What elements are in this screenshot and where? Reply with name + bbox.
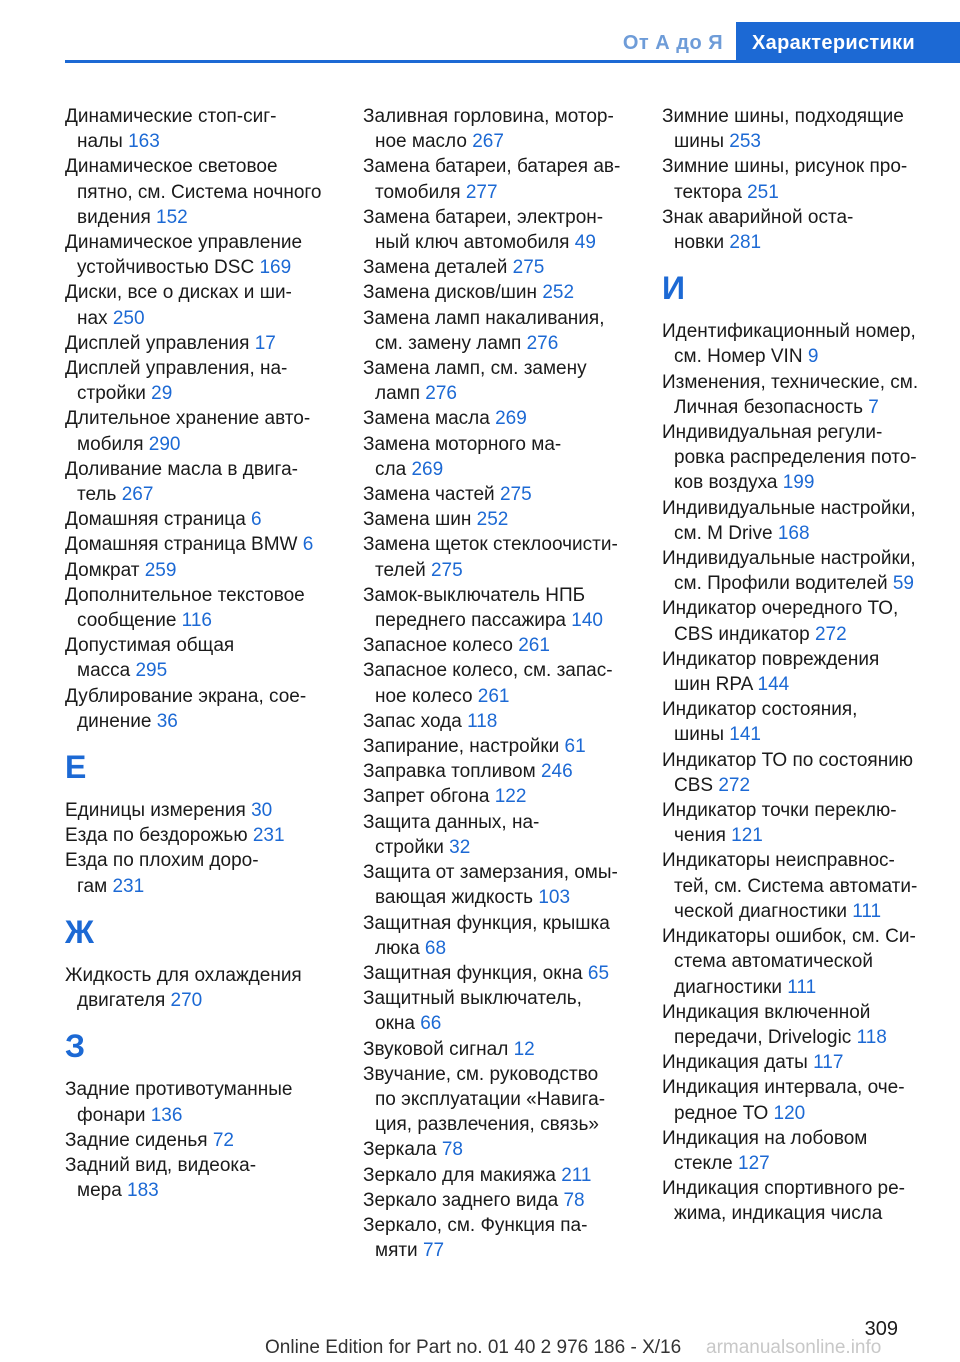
entry-text: Дополнительное текстовое [65, 584, 305, 606]
entry-text: фонари [77, 1104, 146, 1126]
entry-text: шин RPA [674, 674, 753, 696]
page-link[interactable]: 77 [422, 1240, 445, 1262]
index-entry[interactable] [363, 911, 638, 961]
entry-text: тей, см. Система автомати- [674, 875, 918, 897]
index-entry[interactable] [65, 1128, 340, 1153]
index-entry[interactable] [363, 583, 638, 633]
entry-text: Индивидуальная регули- [662, 422, 883, 444]
entry-text: Запасное колесо, см. запас- [363, 660, 613, 682]
index-entry[interactable] [363, 1137, 638, 1162]
entry-text: гам [77, 875, 108, 897]
entry-text: диагностики [674, 976, 782, 998]
entry-text: люка [375, 937, 420, 959]
entry-text: Дисплей управления, на- [65, 358, 288, 380]
page-link[interactable]: 259 [144, 559, 177, 581]
entry-text: Личная безопасность [674, 396, 864, 418]
entry-text: Индикация даты [662, 1052, 808, 1074]
index-entry[interactable] [363, 104, 638, 154]
page-link[interactable]: 30 [251, 800, 273, 822]
entry-text: налы [77, 131, 123, 153]
entry-text: шины [674, 724, 725, 746]
page-link[interactable]: 246 [540, 761, 573, 783]
entry-text: Индикатор точки переклю- [662, 800, 897, 822]
entry-text: Идентификационный номер, [662, 321, 916, 343]
index-column-3 [662, 104, 937, 1227]
entry-text: Замок-выключатель НПБ [363, 584, 586, 606]
index-entry[interactable] [65, 558, 340, 583]
page-link[interactable]: 59 [892, 573, 914, 595]
entry-text: Динамическое световое [65, 156, 278, 178]
entry-text: ное масло [375, 131, 467, 153]
index-entry[interactable] [65, 507, 340, 532]
entry-text: Замена дисков/шин [363, 282, 538, 304]
entry-text: Длительное хранение авто- [65, 408, 311, 430]
entry-text: телей [375, 559, 426, 581]
index-entry[interactable] [662, 546, 937, 596]
page-link[interactable]: 32 [449, 836, 471, 858]
page-link[interactable]: 127 [738, 1152, 770, 1174]
index-entry[interactable] [662, 154, 937, 204]
entry-text: Задние противотуманные [65, 1079, 293, 1101]
entry-text: Индикаторы неисправнос- [662, 850, 895, 872]
entry-text: пятно, см. Система ночного [77, 181, 322, 203]
page-link[interactable]: 290 [148, 433, 181, 455]
entry-text: Защитный выключатель, [363, 988, 582, 1010]
index-entry[interactable] [65, 532, 340, 557]
page-link[interactable]: 144 [757, 674, 790, 696]
entry-text: динение [77, 710, 152, 732]
entry-text: томобиля [375, 181, 461, 203]
entry-text: Жидкость для охлаждения [65, 964, 302, 986]
page-link[interactable]: 122 [494, 786, 527, 808]
entry-text: сообщение [77, 610, 177, 632]
index-entry[interactable] [363, 532, 638, 582]
entry-text: тектора [674, 181, 742, 203]
entry-text: CBS [674, 774, 714, 796]
entry-text: Зеркало для макияжа [363, 1164, 556, 1186]
page-link[interactable]: 78 [563, 1189, 585, 1211]
page-link[interactable]: 276 [526, 332, 559, 354]
entry-text: Запасное колесо [363, 635, 513, 657]
index-entry[interactable] [662, 697, 937, 747]
entry-text: Замена шин [363, 509, 472, 531]
page-link[interactable]: 111 [787, 976, 817, 998]
entry-text: Заправка топливом [363, 761, 536, 783]
page-link[interactable]: 269 [495, 408, 527, 430]
entry-text: Звуковой сигнал [363, 1038, 509, 1060]
page-link[interactable]: 252 [476, 509, 509, 531]
index-entry[interactable] [363, 658, 638, 708]
entry-text: Замена ламп, см. замену [363, 358, 587, 380]
page-link[interactable]: 103 [538, 887, 571, 909]
index-entry[interactable] [363, 734, 638, 759]
entry-text: жима, индикация числа [674, 1203, 883, 1225]
index-entry[interactable] [363, 1188, 638, 1213]
entry-text: Езда по плохим доро- [65, 850, 259, 872]
entry-text: Замена батареи, электрон- [363, 206, 604, 228]
index-entry[interactable] [65, 633, 340, 683]
page-link[interactable]: 118 [467, 710, 498, 732]
entry-text: шины [674, 131, 725, 153]
entry-text: Домкрат [65, 559, 140, 581]
page-link[interactable]: 252 [542, 282, 575, 304]
page-link[interactable]: 295 [135, 660, 168, 682]
entry-text: Задний вид, видеока- [65, 1154, 257, 1176]
index-entry[interactable] [363, 280, 638, 305]
entry-text: ламп [375, 383, 421, 405]
index-entry[interactable] [363, 1037, 638, 1062]
entry-text: Знак аварийной оста- [662, 206, 854, 228]
page-link[interactable]: 6 [302, 534, 314, 556]
entry-text: Замена частей [363, 484, 495, 506]
entry-text: Дисплей управления [65, 332, 250, 354]
page-link[interactable]: 267 [472, 131, 504, 153]
entry-text: вающая жидкость [375, 887, 534, 909]
entry-text: Дублирование экрана, сое- [65, 685, 307, 707]
index-entry[interactable] [363, 432, 638, 482]
entry-text: Индивидуальные настройки, [662, 548, 916, 570]
page-link[interactable]: 49 [574, 232, 596, 254]
page-link[interactable]: 66 [420, 1013, 442, 1035]
entry-text: Индикация на лобовом [662, 1127, 868, 1149]
page-link[interactable]: 118 [856, 1026, 887, 1048]
entry-text: новки [674, 232, 725, 254]
entry-text: Замена щеток стеклоочисти- [363, 534, 618, 556]
page-link[interactable]: 152 [156, 206, 188, 228]
entry-text: Замена деталей [363, 257, 508, 279]
footer-edition: Online Edition for Part no. 01 40 2 976 186 - X/16 [265, 1337, 682, 1358]
entry-text: ровка распределения пото- [674, 447, 917, 469]
index-entry[interactable] [363, 406, 638, 431]
page-link[interactable]: 136 [150, 1104, 183, 1126]
page-link[interactable]: 140 [571, 610, 603, 632]
entry-text: Замена батареи, батарея ав- [363, 156, 621, 178]
entry-text: Индикация интервала, оче- [662, 1077, 905, 1099]
entry-text: Изменения, технические, см. [662, 371, 919, 393]
entry-text: ное колесо [375, 685, 473, 707]
page-link[interactable]: 269 [411, 458, 444, 480]
index-entry[interactable] [65, 684, 340, 734]
page-link[interactable]: 253 [729, 131, 761, 153]
index-entry[interactable] [662, 205, 937, 255]
entry-text: Индикатор очередного ТО, [662, 598, 899, 620]
entry-text: Задние сиденья [65, 1129, 208, 1151]
entry-text: Зеркало, см. Функция па- [363, 1214, 588, 1236]
index-entry[interactable] [662, 848, 937, 924]
watermark: armanualsonline.info [706, 1337, 882, 1358]
entry-text: Индикатор повреждения [662, 648, 880, 670]
entry-text: ческой диагностики [674, 900, 847, 922]
page-link[interactable]: 277 [465, 181, 498, 203]
entry-text: Зеркало заднего вида [363, 1189, 559, 1211]
index-entry[interactable] [65, 104, 340, 154]
entry-text: Запирание, настройки [363, 736, 560, 758]
entry-text: Допустимая общая [65, 635, 235, 657]
page-link[interactable]: 29 [151, 383, 173, 405]
entry-text: стройки [77, 383, 146, 405]
tab-a-to-z[interactable]: От А до Я [622, 32, 724, 54]
index-entry[interactable] [662, 1176, 937, 1226]
index-column-1 [65, 104, 340, 1203]
entry-text: Замена моторного ма- [363, 433, 562, 455]
index-column-2 [363, 104, 638, 1263]
entry-text: Индикация спортивного ре- [662, 1178, 906, 1200]
page-link[interactable]: 141 [729, 724, 761, 746]
index-entry[interactable] [363, 810, 638, 860]
entry-text: Динамические стоп-сиг- [65, 106, 277, 127]
page-link[interactable]: 275 [499, 484, 532, 506]
section-letter: И [662, 270, 685, 307]
entry-text: Езда по бездорожью [65, 825, 248, 847]
index-entry[interactable] [662, 1126, 937, 1176]
index-entry[interactable] [662, 798, 937, 848]
index-entry[interactable] [65, 963, 340, 1013]
entry-text: Защита данных, на- [363, 811, 540, 833]
entry-text: Диски, все о дисках и ши- [65, 282, 292, 304]
entry-text: см. M Drive [674, 522, 773, 544]
entry-text: Замена масла [363, 408, 490, 430]
index-entry[interactable] [662, 748, 937, 798]
page-link[interactable]: 281 [729, 232, 762, 254]
index-entry[interactable] [65, 798, 340, 823]
page-link[interactable]: 261 [477, 685, 510, 707]
entry-text: Заливная горловина, мотор- [363, 106, 614, 127]
index-entry[interactable] [662, 1050, 937, 1075]
entry-text: по эксплуатации «Навига- [375, 1088, 606, 1110]
entry-text: тель [77, 484, 117, 506]
page-link[interactable]: 36 [156, 710, 178, 732]
index-entry[interactable] [65, 230, 340, 280]
page-link[interactable]: 61 [564, 736, 586, 758]
entry-text: масса [77, 660, 131, 682]
section-letter: Ж [65, 913, 94, 950]
entry-text: Защитная функция, крышка [363, 912, 610, 934]
index-entry[interactable] [65, 848, 340, 898]
entry-text: передачи, Drivelogic [674, 1026, 852, 1048]
entry-text: чения [674, 825, 726, 847]
page-link[interactable]: 183 [127, 1180, 159, 1202]
index-entry[interactable] [363, 255, 638, 280]
page-link[interactable]: 270 [170, 990, 203, 1012]
index-entry[interactable] [363, 633, 638, 658]
entry-text: мяти [375, 1240, 418, 1262]
index-entry[interactable] [363, 961, 638, 986]
entry-text: Защита от замерзания, омы- [363, 862, 618, 884]
entry-text: ков воздуха [674, 472, 778, 494]
entry-text: Запас хода [363, 710, 462, 732]
entry-text: Звучание, см. руководство [363, 1063, 599, 1085]
entry-text: Доливание масла в двига- [65, 458, 298, 480]
entry-text: Домашняя страница [65, 509, 246, 531]
page-link[interactable]: 261 [518, 635, 550, 657]
entry-text: CBS индикатор [674, 623, 810, 645]
page-link[interactable]: 231 [112, 875, 145, 897]
entry-text: мобиля [77, 433, 144, 455]
page-link[interactable]: 65 [587, 962, 610, 984]
index-entry[interactable] [65, 406, 340, 456]
entry-text: стройки [375, 836, 444, 858]
index-entry[interactable] [65, 331, 340, 356]
index-entry[interactable] [662, 370, 937, 420]
index-entry[interactable] [65, 583, 340, 633]
index-entry[interactable] [363, 482, 638, 507]
page-link[interactable]: 12 [513, 1038, 535, 1060]
page-link[interactable]: 267 [121, 484, 154, 506]
index-entry[interactable] [363, 1213, 638, 1263]
page-link[interactable]: 111 [852, 900, 882, 922]
index-entry[interactable] [662, 647, 937, 697]
entry-text: Защитная функция, окна [363, 962, 583, 984]
entry-text: Домашняя страница BMW [65, 534, 298, 556]
entry-text: переднего пассажира [375, 610, 566, 632]
index-entry[interactable] [363, 507, 638, 532]
index-entry[interactable] [363, 356, 638, 406]
entry-text: Индикаторы ошибок, см. Си- [662, 926, 916, 948]
entry-text: нах [77, 307, 108, 329]
entry-text: видения [77, 206, 151, 228]
entry-text: мера [77, 1180, 122, 1202]
entry-text: Индикация включенной [662, 1001, 871, 1023]
entry-text: двигателя [77, 990, 166, 1012]
entry-text: Индикатор ТО по состоянию [662, 749, 914, 771]
index-entry[interactable] [662, 420, 937, 496]
index-entry[interactable] [65, 356, 340, 406]
page-link[interactable]: 168 [777, 522, 810, 544]
entry-text: Индикатор состояния, [662, 699, 858, 721]
index-entry[interactable] [363, 759, 638, 784]
entry-text: сла [375, 458, 407, 480]
entry-text: стекле [674, 1152, 733, 1174]
tab-characteristics[interactable]: Характеристики [736, 22, 960, 62]
section-letter: З [65, 1028, 86, 1065]
page-link[interactable]: 275 [430, 559, 463, 581]
index-entry[interactable] [662, 924, 937, 1000]
entry-text: Зимние шины, рисунок про- [662, 156, 908, 178]
entry-text: Единицы измерения [65, 800, 246, 822]
index-entry[interactable] [662, 496, 937, 546]
index-entry[interactable] [662, 319, 937, 369]
section-letter: Е [65, 749, 87, 786]
entry-text: Запрет обгона [363, 786, 490, 808]
index-entry[interactable] [65, 280, 340, 330]
page-link[interactable]: 68 [424, 937, 447, 959]
entry-text: см. Номер VIN [674, 346, 803, 368]
page-link[interactable]: 272 [718, 774, 751, 796]
page-link[interactable]: 231 [252, 825, 285, 847]
index-entry[interactable] [662, 104, 937, 154]
entry-text: ция, развлечения, связь» [375, 1114, 599, 1136]
index-entry[interactable] [363, 306, 638, 356]
page-number: 309 [864, 1318, 898, 1340]
index-entry[interactable] [65, 457, 340, 507]
index-entry[interactable] [65, 1077, 340, 1127]
index-entry[interactable] [363, 986, 638, 1036]
index-entry[interactable] [363, 1062, 638, 1138]
index-entry[interactable] [363, 860, 638, 910]
page-link[interactable]: 169 [259, 257, 292, 279]
page-link[interactable]: 116 [181, 610, 212, 632]
page-link[interactable]: 120 [773, 1102, 806, 1124]
page-link[interactable]: 272 [814, 623, 847, 645]
entry-text: см. Профили водителей [674, 573, 888, 595]
page-link[interactable]: 78 [441, 1139, 463, 1161]
index-entry[interactable] [662, 596, 937, 646]
page-link[interactable]: 199 [782, 472, 815, 494]
entry-text: Индивидуальные настройки, [662, 497, 916, 519]
index-entry[interactable] [363, 1163, 638, 1188]
index-entry[interactable] [65, 154, 340, 230]
entry-text: Зимние шины, подходящие [662, 106, 904, 127]
entry-text: ный ключ автомобиля [375, 232, 570, 254]
page-link[interactable]: 211 [561, 1164, 592, 1186]
entry-text: см. замену ламп [375, 332, 522, 354]
entry-text: окна [375, 1013, 415, 1035]
index-entry[interactable] [363, 784, 638, 809]
index-entry[interactable] [363, 154, 638, 204]
index-entry[interactable] [662, 1000, 937, 1050]
page-link[interactable]: 276 [425, 383, 457, 405]
entry-text: Замена ламп накаливания, [363, 307, 605, 329]
entry-text: стема автоматической [674, 951, 873, 973]
page-link[interactable]: 72 [212, 1129, 234, 1151]
index-entry[interactable] [65, 1153, 340, 1203]
page-link[interactable]: 121 [731, 825, 763, 847]
page-link[interactable]: 17 [254, 332, 276, 354]
page-link[interactable]: 9 [807, 346, 819, 368]
page-link[interactable]: 275 [512, 257, 545, 279]
index-entry[interactable] [363, 709, 638, 734]
entry-text: устойчивостью DSC [77, 257, 255, 279]
index-entry[interactable] [363, 205, 638, 255]
entry-text: Динамическое управление [65, 232, 303, 254]
page-link[interactable]: 6 [251, 509, 262, 531]
index-entry[interactable] [662, 1075, 937, 1125]
index-entry[interactable] [65, 823, 340, 848]
page-link[interactable]: 163 [128, 131, 160, 153]
page-link[interactable]: 7 [868, 396, 879, 418]
page-link[interactable]: 251 [747, 181, 779, 203]
entry-text: Зеркала [363, 1139, 437, 1161]
entry-text: редное ТО [674, 1102, 769, 1124]
page-link[interactable]: 117 [813, 1052, 844, 1074]
page-link[interactable]: 250 [112, 307, 145, 329]
